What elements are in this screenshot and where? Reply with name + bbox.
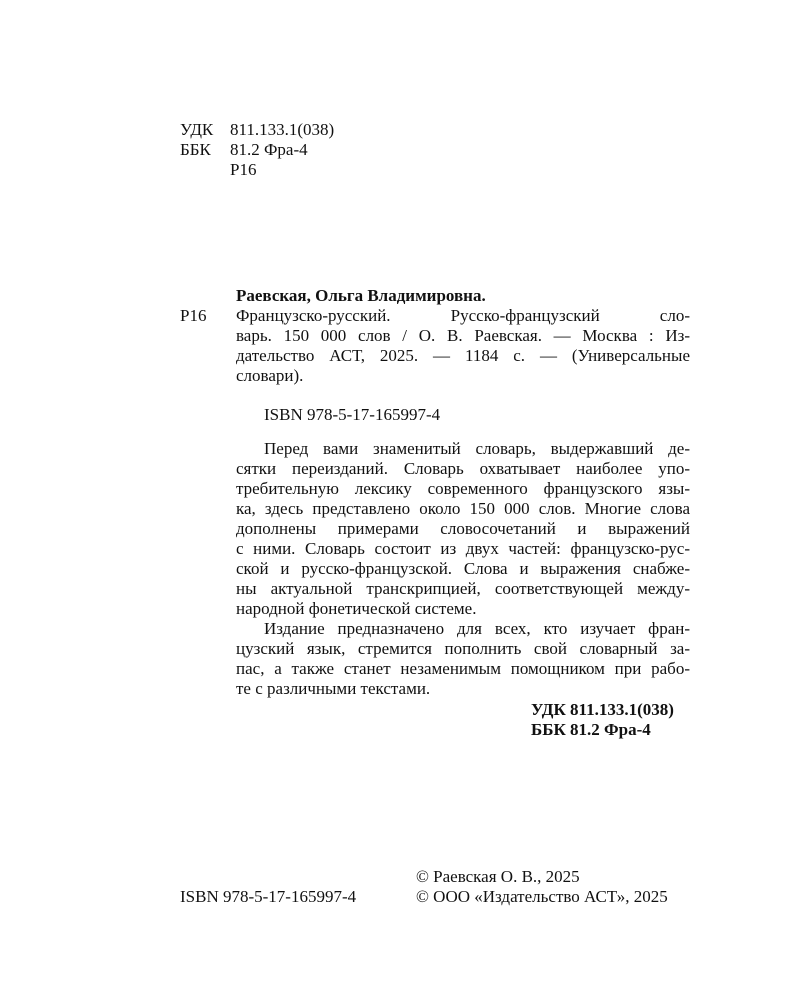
bottom-bbk: ББК 81.2 Фра-4	[531, 720, 651, 739]
annotation	[236, 439, 690, 699]
bbk-row	[180, 140, 334, 160]
annotation-line: ской и русско-французской. Слова и выражения снабже-	[236, 559, 690, 578]
bibliographic-description	[236, 306, 690, 386]
annotation-line: ны актуальной транскрипцией, соответствующей между-	[236, 579, 690, 598]
annotation-line: дополнены примерами словосочетаний и выражений	[236, 519, 690, 538]
description-line: варь. 150 000 слов / О. В. Раевская. — Москва : Из-	[236, 326, 690, 345]
annotation-line: пас, а также станет незаменимым помощником при рабо-	[236, 659, 690, 678]
udk-label: УДК	[180, 120, 214, 139]
bottom-udk: УДК 811.133.1(038)	[531, 700, 674, 719]
annotation-line: сятки переизданий. Словарь охватывает наиболее упо-	[236, 459, 690, 478]
classification-block	[180, 120, 334, 180]
author-mark-top: Р16	[230, 160, 257, 179]
description-line: дательство АСТ, 2025. — 1184 с. — (Универсальные	[236, 346, 690, 365]
bbk-label: ББК	[180, 140, 211, 159]
udk-row	[180, 120, 334, 140]
udk-value: 811.133.1(038)	[230, 120, 335, 139]
annotation-paragraph-1	[236, 439, 690, 619]
copyright-publisher: © ООО «Издательство АСТ», 2025	[416, 887, 668, 906]
annotation-line: ка, здесь представлено около 150 000 слов. Многие слова	[236, 499, 690, 518]
footer-isbn: ISBN 978-5-17-165997-4	[180, 887, 357, 906]
annotation-line: народной фонетической системе.	[236, 599, 477, 618]
bbk-value: 81.2 Фра-4	[230, 140, 308, 159]
annotation-line: Издание предназначено для всех, кто изучает фран-	[264, 619, 690, 638]
description-line: Французско-русский. Русско-французский сло-	[236, 306, 690, 325]
author-mark-entry: Р16	[180, 306, 207, 325]
annotation-line: Перед вами знаменитый словарь, выдержавший де-	[264, 439, 690, 458]
copyright-author: © Раевская О. В., 2025	[416, 867, 580, 886]
description-line: словари).	[236, 366, 304, 385]
annotation-line: те с различными текстами.	[236, 679, 431, 698]
author-heading: Раевская, Ольга Владимировна.	[236, 286, 486, 305]
annotation-line: цузский язык, стремится пополнить свой словарный за-	[236, 639, 690, 658]
copyright-block	[416, 867, 668, 907]
annotation-paragraph-2	[236, 619, 690, 699]
entry-isbn: ISBN 978-5-17-165997-4	[264, 405, 441, 424]
author-mark-row	[180, 160, 334, 180]
annotation-line: требительную лексику современного французского язы-	[236, 479, 690, 498]
annotation-line: с ними. Словарь состоит из двух частей: французско-рус-	[236, 539, 690, 558]
bottom-codes	[531, 700, 674, 740]
